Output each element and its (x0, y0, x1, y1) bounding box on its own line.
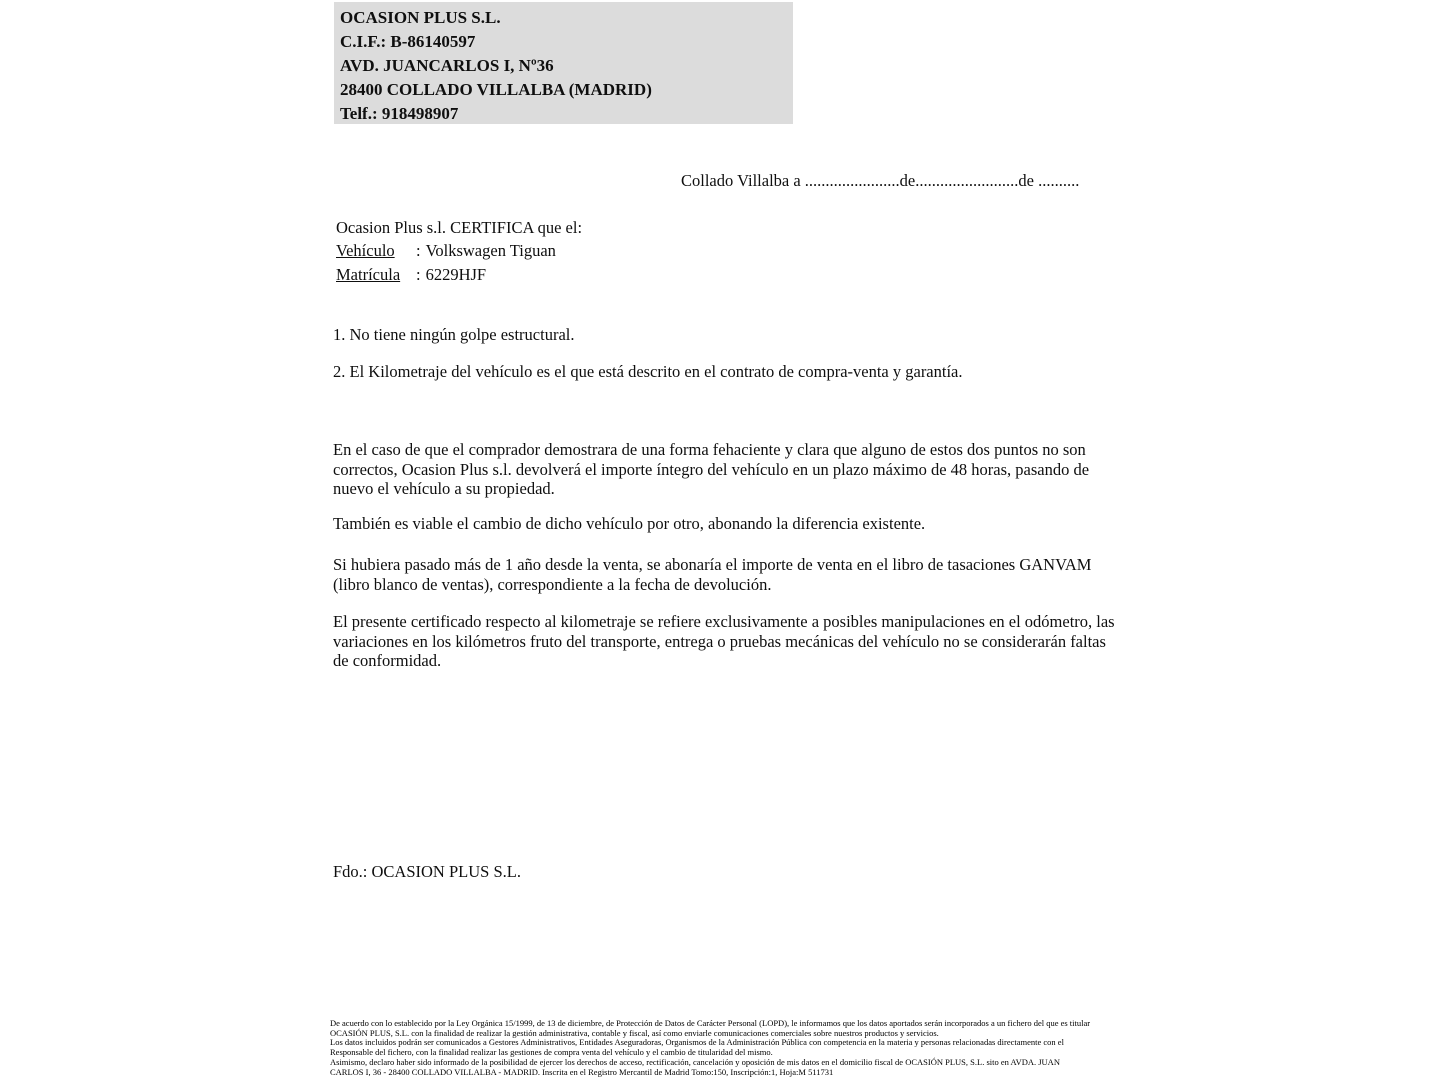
vehicle-label-cell (336, 239, 416, 262)
paragraph-odometer: El presente certificado respecto al kilometraje se refiere exclusivamente a posibles manipulaciones en el odómetro, las variaciones en los kilómetros fruto del transporte, entrega o pruebas mecánicas del vehículo no se considerarán faltas de conformidad. (333, 612, 1115, 670)
paragraph-ganvam: Si hubiera pasado más de 1 año desde la venta, se abonaría el importe de venta en el libro de tasaciones GANVAM (libro blanco de ventas), correspondiente a la fecha de devolución. (333, 555, 1092, 594)
legal-line-3: Los datos incluidos podrán ser comunicados a Gestores Administrativos, Entidades Aseguradoras, Organismos de la Administración Pública con competencia en la materia y personas relacionadas directamente con el (330, 1037, 1064, 1048)
company-name: OCASION PLUS S.L. (340, 8, 501, 27)
company-city-address: 28400 COLLADO VILLALBA (MADRID) (340, 80, 652, 99)
legal-line-4: Responsable del fichero, con la finalidad realizar las gestiones de compra venta del vehículo y el cambio de titularidad del mismo. (330, 1047, 773, 1058)
point-structural-damage: 1. No tiene ningún golpe estructural. (333, 325, 575, 344)
vehicle-value: Volkswagen Tiguan (425, 241, 556, 261)
plate-label-cell (336, 263, 416, 286)
point-mileage: 2. El Kilometraje del vehículo es el que está descrito en el contrato de compra-venta y garantía. (333, 362, 963, 381)
company-street-address: AVD. JUANCARLOS I, Nº36 (340, 56, 554, 75)
paragraph-exchange: También es viable el cambio de dicho vehículo por otro, abonando la diferencia existente. (333, 514, 926, 533)
certification-block (336, 216, 582, 286)
plate-field (336, 263, 582, 286)
legal-line-1: De acuerdo con lo establecido por la Ley Orgánica 15/1999, de 13 de diciembre, de Protección de Datos de Carácter Personal (LOPD), le informamos que los datos aportados serán incorporados a un fichero del que es titular (330, 1018, 1091, 1028)
certify-intro: Ocasion Plus s.l. CERTIFICA que el: (336, 218, 583, 237)
legal-line-5: Asimismo, declaro haber sido informado de la posibilidad de ejercer los derechos de acceso, rectificación, cancelación y oposición de mis datos en el domicilio fiscal de OCASIÓN PLUS, S.L. sito en AVDA. JUAN (330, 1056, 1060, 1067)
vehicle-label: Vehículo (336, 241, 395, 261)
plate-separator: : (416, 264, 421, 284)
date-line: Collado Villalba a .......................de.........................de .......... (681, 171, 1080, 190)
vehicle-separator: : (416, 241, 421, 261)
legal-line-6: CARLOS I, 36 - 28400 COLLADO VILLALBA - MADRID. Inscrita en el Registro Mercantil de Madrid Tomo:150, Inscripción:1, Hoja:M 511731 (330, 1066, 834, 1077)
vehicle-field (336, 239, 582, 262)
plate-value: 6229HJF (425, 264, 487, 284)
paragraph-refund: En el caso de que el comprador demostrara de una forma fehaciente y clara que alguno de estos dos puntos no son correctos, Ocasion Plus s.l. devolverá el importe íntegro del vehículo en un plazo máximo de 48 horas, pasando de nuevo el vehículo a su propiedad. (333, 440, 1090, 498)
company-cif: C.I.F.: B-86140597 (340, 32, 476, 51)
company-header-box (334, 2, 793, 124)
legal-footer (330, 1019, 1430, 1077)
company-phone: Telf.: 918498907 (340, 104, 459, 123)
plate-label: Matrícula (336, 264, 401, 284)
signature-line: Fdo.: OCASION PLUS S.L. (333, 862, 521, 881)
legal-line-2: OCASIÓN PLUS, S.L. con la finalidad de realizar la gestión administrativa, contable y fiscal, así como enviarle comunicaciones comerciales sobre nuestros productos y servicios. (330, 1027, 939, 1038)
